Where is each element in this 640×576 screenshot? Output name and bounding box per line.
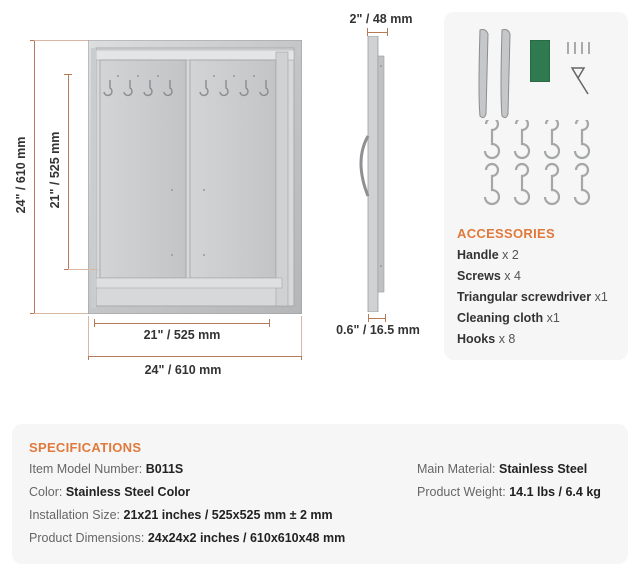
front-door-illustration (88, 40, 302, 314)
specifications-title: SPECIFICATIONS (29, 440, 142, 455)
accessories-card (444, 12, 628, 360)
width-outer-label: 24" / 610 mm (144, 363, 222, 377)
accessory-item: Handle x 2 (457, 248, 519, 262)
depth-label: 2" / 48 mm (349, 12, 413, 26)
accessory-item: Screws x 4 (457, 269, 521, 283)
handle-icon (472, 26, 516, 122)
spec-row: Color: Stainless Steel Color (29, 485, 191, 499)
accessories-title: ACCESSORIES (457, 226, 555, 241)
cleaning-cloth-icon (530, 40, 550, 82)
width-inner-label: 21" / 525 mm (143, 328, 221, 342)
thickness-label: 0.6" / 16.5 mm (336, 323, 420, 337)
spec-row: Main Material: Stainless Steel (417, 462, 588, 476)
specifications-card (12, 424, 628, 564)
hooks-icon (476, 120, 596, 212)
accessory-item: Hooks x 8 (457, 332, 516, 346)
spec-row: Product Weight: 14.1 lbs / 6.4 kg (417, 485, 601, 499)
screws-icon (564, 38, 594, 98)
accessory-item: Cleaning cloth x1 (457, 311, 560, 325)
height-outer-label: 24" / 610 mm (14, 136, 28, 214)
side-view-illustration (350, 36, 396, 312)
accessory-item: Triangular screwdriver x1 (457, 290, 608, 304)
height-inner-label: 21" / 525 mm (48, 131, 62, 209)
spec-row: Installation Size: 21x21 inches / 525x525 mm ± 2 mm (29, 508, 333, 522)
spec-row: Item Model Number: B011S (29, 462, 184, 476)
spec-row: Product Dimensions: 24x24x2 inches / 610x610x48 mm (29, 531, 346, 545)
